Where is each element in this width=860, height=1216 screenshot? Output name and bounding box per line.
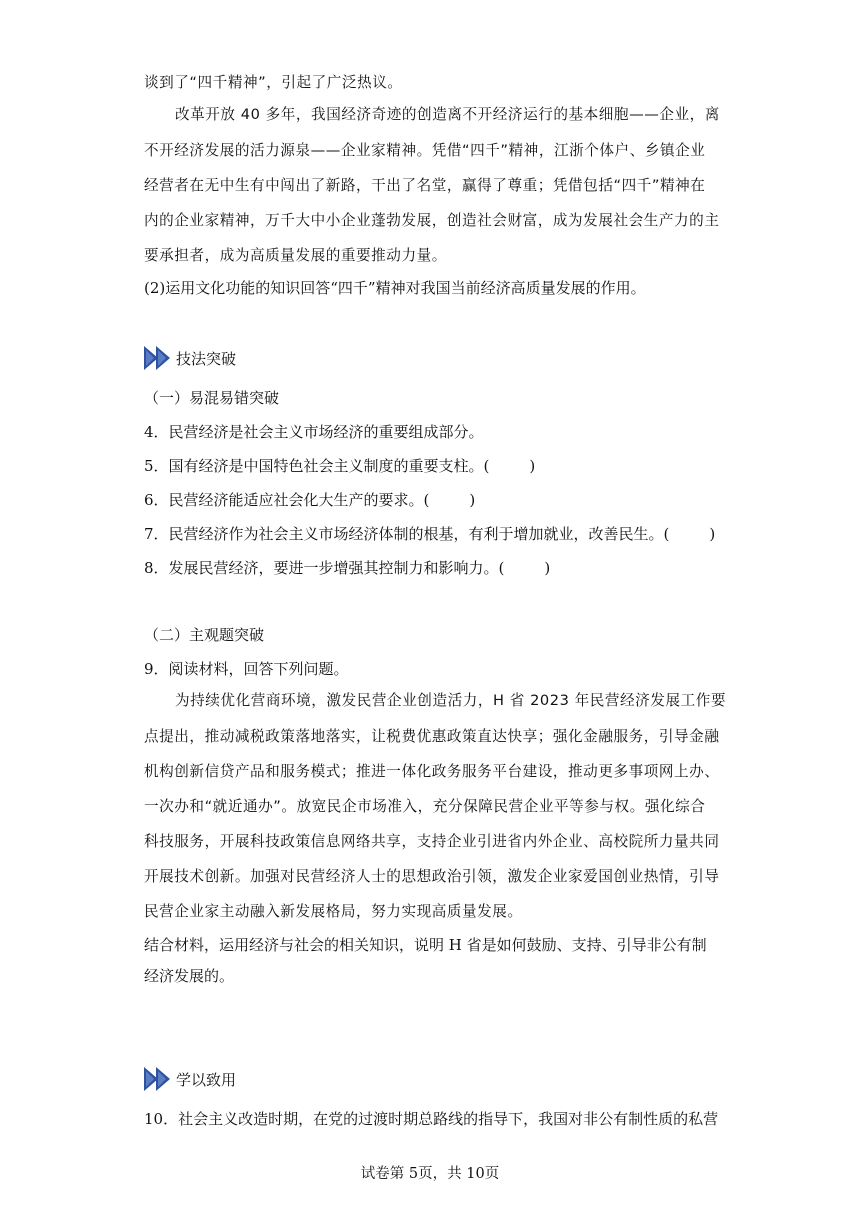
material-line: 民营企业家主动融入新发展格局，努力实现高质量发展。	[144, 903, 523, 920]
judgment-item-text: 4．民营经济是社会主义市场经济的重要组成部分。	[144, 423, 484, 441]
judgment-item-text: 7．民营经济作为社会主义市场经济体制的根基，有利于增加就业，改善民生。(	[144, 525, 670, 543]
judgment-item	[144, 558, 550, 578]
material-line: 机构创新信贷产品和服务模式；推进一体化政务服务平台建设，推动更多事项网上办、	[144, 763, 720, 780]
question-2: (2)运用文化功能的知识回答“四千”精神对我国当前经济高质量发展的作用。	[144, 279, 646, 297]
double-arrow-icon	[143, 1066, 173, 1092]
subsection-title: （一）易混易错突破	[144, 389, 280, 407]
judgment-item-text: 6．民营经济能适应社会化大生产的要求。(	[144, 491, 430, 509]
judgment-item	[144, 422, 484, 442]
judgment-item-close: )	[469, 491, 476, 509]
material-line: 点提出，推动减税政策落地落实，让税费优惠政策直达快享；强化金融服务，引导金融	[144, 728, 720, 745]
material-line: 要承担者，成为高质量发展的重要推动力量。	[144, 247, 447, 264]
question-9-prompt: 结合材料，运用经济与社会的相关知识，说明 H 省是如何鼓励、支持、引导非公有制	[144, 936, 707, 954]
question-9-prompt: 经济发展的。	[144, 967, 235, 985]
material-line: 谈到了“四千精神”，引起了广泛热议。	[144, 74, 403, 91]
page-footer: 试卷第 5页，共 10页	[360, 1166, 500, 1182]
section-heading-techniques	[143, 345, 236, 371]
judgment-item-close: )	[709, 525, 716, 543]
question-10: 10．社会主义改造时期，在党的过渡时期总路线的指导下，我国对非公有制性质的私营	[144, 1110, 719, 1128]
material-line: 改革开放 40 多年，我国经济奇迹的创造离不开经济运行的基本细胞——企业，离	[175, 106, 720, 123]
section-title: 技法突破	[176, 349, 237, 368]
material-line: 科技服务，开展科技政策信息网络共享，支持企业引进省内外企业、高校院所力量共同	[144, 833, 720, 850]
material-line: 为持续优化营商环境，激发民营企业创造活力，H 省 2023 年民营经济发展工作要	[175, 692, 727, 709]
double-arrow-icon	[143, 345, 173, 371]
judgment-item	[144, 524, 715, 544]
judgment-item-close: )	[544, 559, 551, 577]
judgment-item	[144, 490, 475, 510]
material-line: 内的企业家精神，万千大中小企业蓬勃发展，创造社会财富，成为发展社会生产力的主	[144, 212, 720, 229]
judgment-item-text: 5．国有经济是中国特色社会主义制度的重要支柱。(	[144, 457, 490, 475]
section-heading-application	[143, 1066, 236, 1092]
material-line: 开展技术创新。加强对民营经济人士的思想政治引领，激发企业家爱国创业热情，引导	[144, 868, 720, 885]
material-line: 一次办和“就近通办”。放宽民企市场准入，充分保障民营企业平等参与权。强化综合	[144, 798, 706, 815]
judgment-item-text: 8．发展民营经济，要进一步增强其控制力和影响力。(	[144, 559, 505, 577]
question-9: 9．阅读材料，回答下列问题。	[144, 660, 349, 678]
subsection-title: （二）主观题突破	[144, 626, 265, 644]
material-line: 不开经济发展的活力源泉——企业家精神。凭借“四千”精神，江浙个体户、乡镇企业	[144, 142, 706, 159]
judgment-item	[144, 456, 535, 476]
judgment-item-close: )	[529, 457, 536, 475]
material-line: 经营者在无中生有中闯出了新路，干出了名堂，赢得了尊重；凭借包括“四千”精神在	[144, 177, 706, 194]
section-title: 学以致用	[176, 1070, 237, 1089]
